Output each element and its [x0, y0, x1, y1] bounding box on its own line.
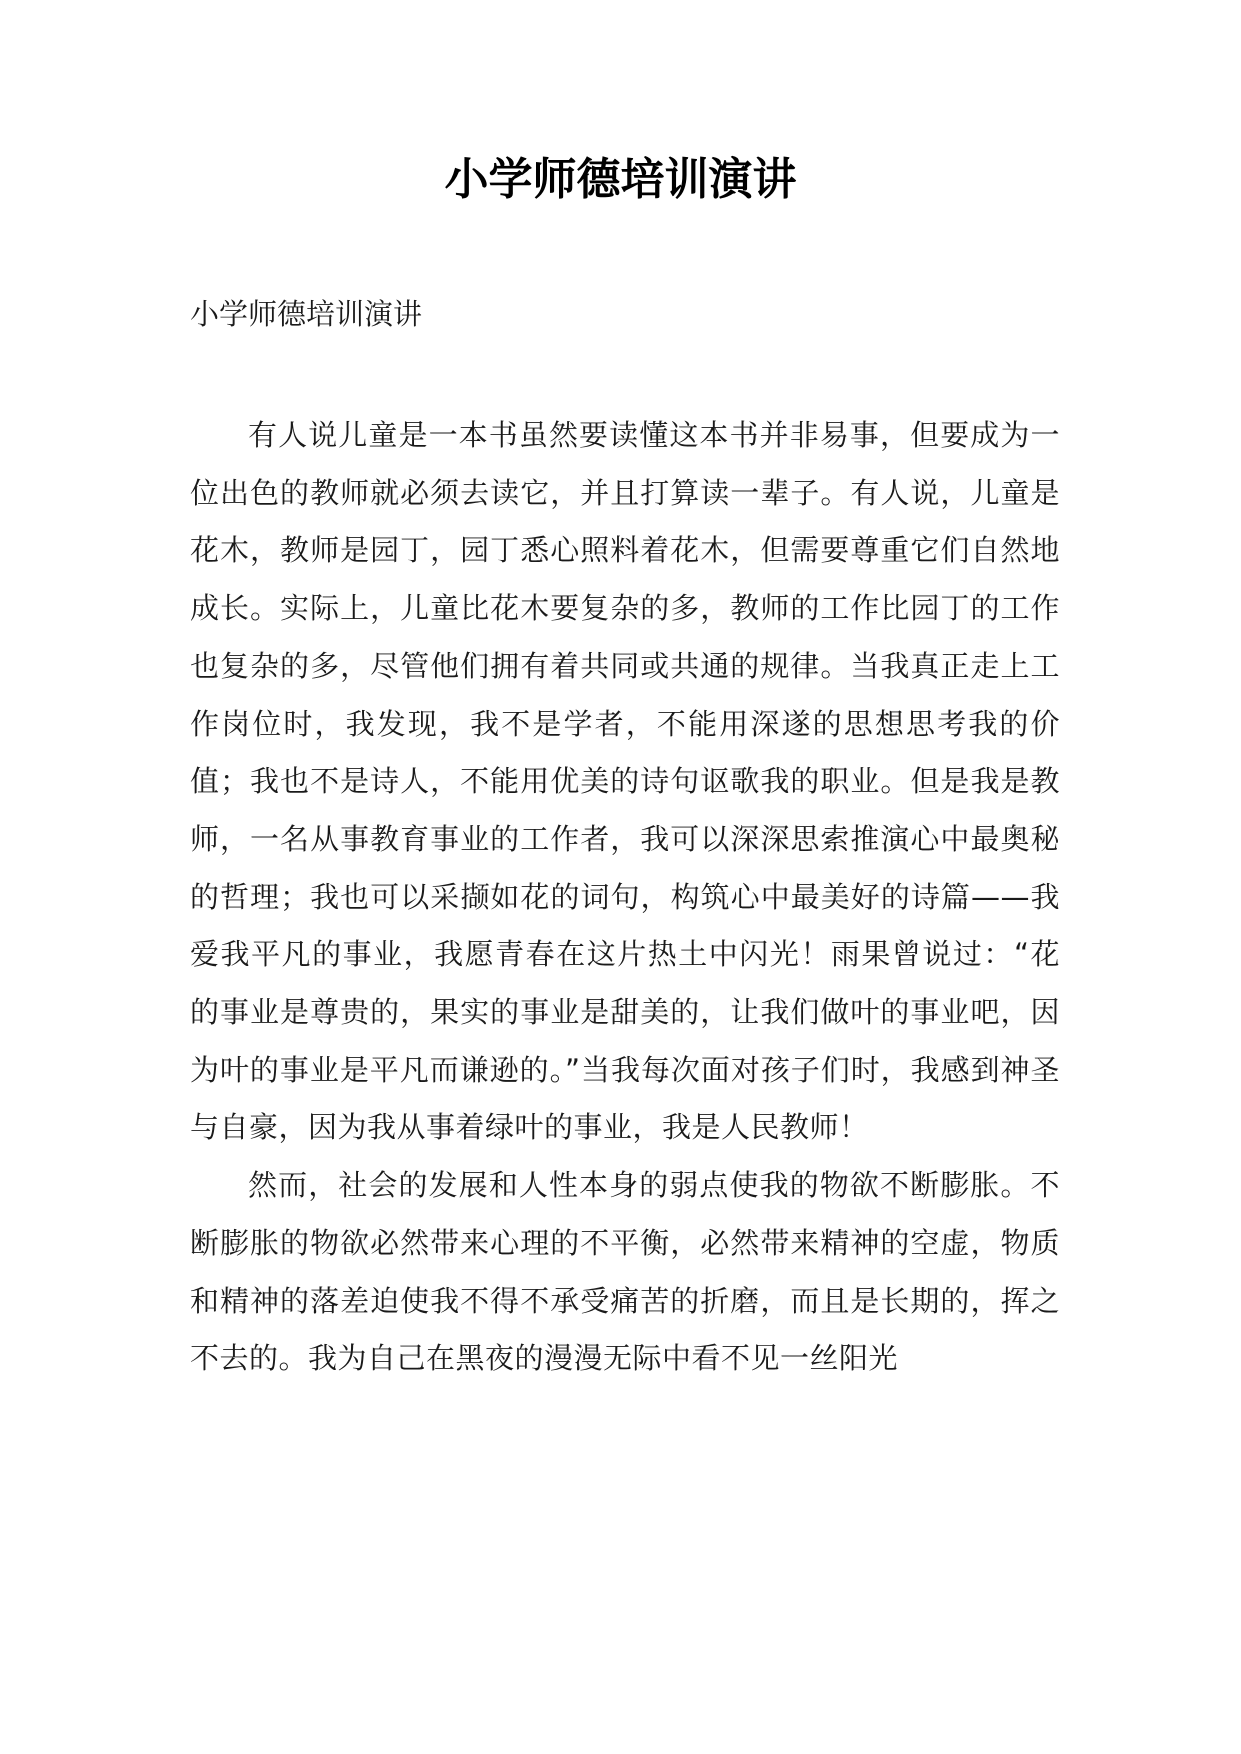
- document-subtitle: 小学师德培训演讲: [190, 297, 423, 331]
- body-paragraph: 然而，社会的发展和人性本身的弱点使我的物欲不断膨胀。不断膨胀的物欲必然带来心理的不平衡，必然带来精神的空虚，物质和精神的落差迫使我不得不承受痛苦的折磨，而且是长期的，挥之不去的。我为自己在黑夜的漫漫无际中看不见一丝阳光: [190, 1168, 1060, 1376]
- document-body: [190, 407, 1060, 1388]
- body-paragraph: 有人说儿童是一本书虽然要读懂这本书并非易事，但要成为一位出色的教师就必须去读它，并且打算读一辈子。有人说，儿童是花木，教师是园丁，园丁悉心照料着花木，但需要尊重它们自然地成长。实际上，儿童比花木要复杂的多，教师的工作比园丁的工作也复杂的多，尽管他们拥有着共同或共通的规律。当我真正走上工作岗位时，我发现，我不是学者，不能用深遂的思想思考我的价值；我也不是诗人，不能用优美的诗句讴歌我的职业。但是我是教师，一名从事教育事业的工作者，我可以深深思索推演心中最奥秘的哲理；我也可以采撷如花的词句，构筑心中最美好的诗篇——我爱我平凡的事业，我愿青春在这片热土中闪光！雨果曾说过：“花的事业是尊贵的，果实的事业是甜美的，让我们做叶的事业吧，因为叶的事业是平凡而谦逊的。”当我每次面对孩子们时，我感到神圣与自豪，因为我从事着绿叶的事业，我是人民教师！: [190, 418, 1060, 1145]
- document-title: 小学师德培训演讲: [444, 154, 797, 205]
